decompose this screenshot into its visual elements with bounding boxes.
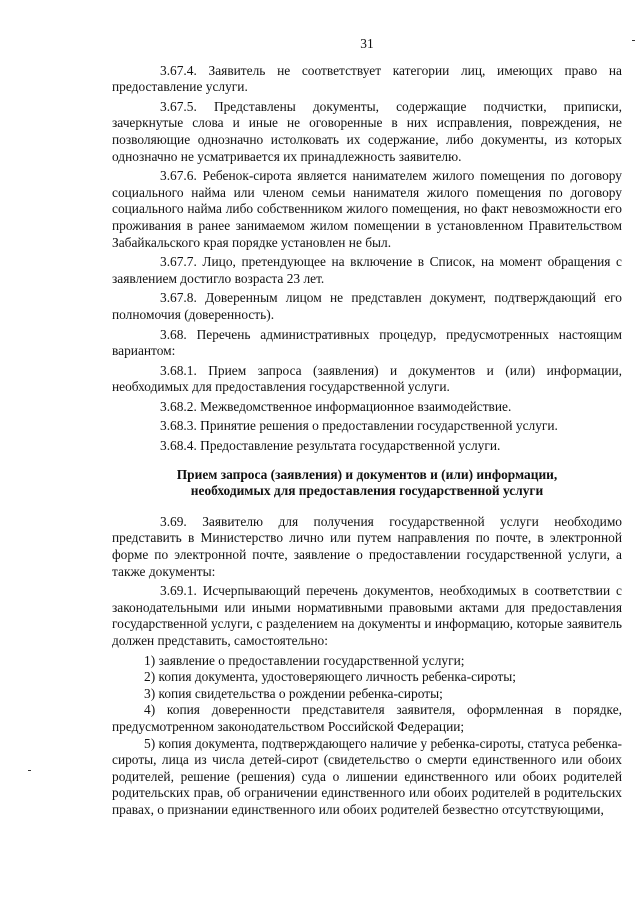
list-item: 2) копия документа, удостоверяющего личность ребенка-сироты; (144, 669, 516, 685)
section-heading-line-1: Прием запроса (заявления) и документов и (или) информации, (176, 466, 558, 482)
paragraph-3-67-4: 3.67.4. Заявитель не соответствует категории лиц, имеющих право на предоставление услуги. (112, 62, 622, 95)
paragraph-3-68-3: 3.68.3. Принятие решения о предоставлении государственной услуги. (160, 418, 558, 434)
paragraph-3-69-1: 3.69.1. Исчерпывающий перечень документов, необходимых в соответствии с законодательными или иными нормативными правовыми актами для предоставления государственной услуги, с разделением на документы и информацию, которые заявитель должен представить, самостоятельно: (112, 583, 622, 648)
paragraph-3-67-5: 3.67.5. Представлены документы, содержащие подчистки, приписки, зачеркнутые слова и иные не оговоренные в них исправления, повреждения, не позволяющие однозначно истолковать их содержание, либо документы, из которых однозначно не усматривается их принадлежность заявителю. (112, 98, 622, 164)
scan-mark (632, 40, 635, 41)
list-item: 5) копия документа, подтверждающего наличие у ребенка-сироты, статуса ребенка-сироты, лица из числа детей-сирот (свидетельство о смерти единственного или обоих родителей, решение (решения) суда о лишении единственного или обоих родителей родительских прав, об ограничении единственного или обоих родителей в родительских правах, о признании единственного или обоих родителей безвестно отсутствующими, (112, 735, 622, 817)
scan-mark (28, 770, 31, 771)
list-item: 4) копия доверенности представителя заявителя, оформленная в порядке, предусмотренном законодательством Российской Федерации; (112, 702, 622, 734)
section-heading-line-2: необходимых для предоставления государственной услуги (190, 483, 544, 499)
list-item: 3) копия свидетельства о рождении ребенка-сироты; (144, 685, 443, 701)
list-item: 1) заявление о предоставлении государственной услуги; (144, 652, 465, 668)
document-page (112, 36, 622, 819)
paragraph-3-68: 3.68. Перечень административных процедур, предусмотренных настоящим вариантом: (112, 326, 622, 359)
paragraph-3-69: 3.69. Заявителю для получения государственной услуги необходимо представить в Министерство лично или путем направления по почте, в электронной форме по электронной почте, заявление о предоставлении государственной услуги, а также документы: (112, 513, 622, 579)
paragraph-3-67-7: 3.67.7. Лицо, претендующее на включение в Список, на момент обращения с заявлением достигло возраста 23 лет. (112, 254, 622, 286)
paragraph-3-67-8: 3.67.8. Доверенным лицом не представлен документ, подтверждающий его полномочия (доверенность). (112, 290, 622, 322)
paragraph-3-68-4: 3.68.4. Предоставление результата государственной услуги. (160, 438, 501, 454)
paragraph-3-68-2: 3.68.2. Межведомственное информационное взаимодействие. (160, 398, 512, 414)
paragraph-3-68-1: 3.68.1. Прием запроса (заявления) и документов и (или) информации, необходимых для предоставления государственной услуги. (112, 362, 622, 395)
page-number: 31 (360, 36, 374, 51)
section-heading (112, 467, 622, 500)
paragraph-3-67-6: 3.67.6. Ребенок-сирота является нанимателем жилого помещения по договору социального найма или членом семьи нанимателя жилого помещения по договору социального найма либо собственником жилого помещения, но факт невозможности его проживания в ранее занимаемом жилом помещении в установленном Правительством Забайкальского края порядке установлен не был. (112, 168, 622, 250)
